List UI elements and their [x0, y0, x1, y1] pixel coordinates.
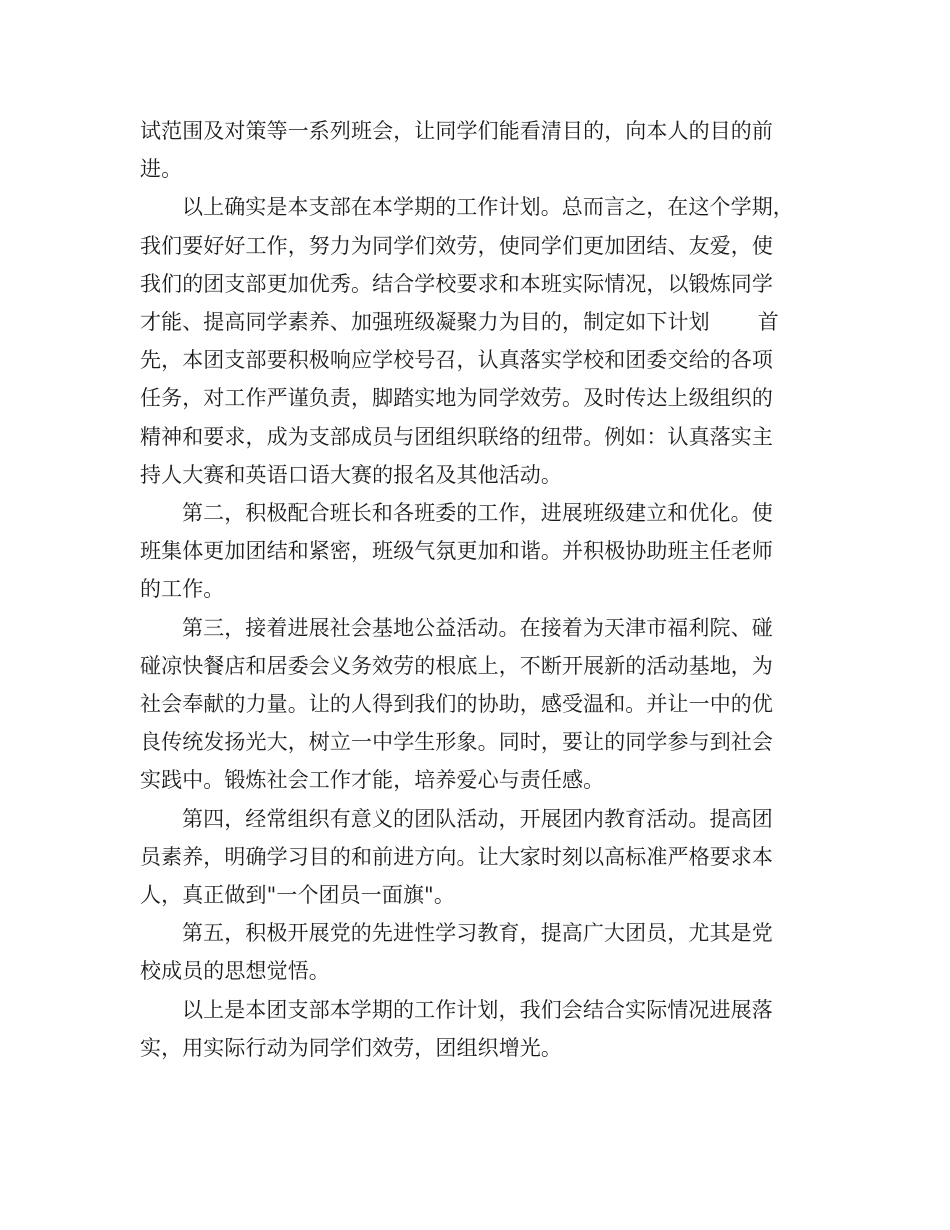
text-line: 的工作。 — [140, 577, 225, 602]
text-line: 任务，对工作严谨负责，脚踏实地为同学效劳。及时传达上级组织的 — [140, 386, 773, 411]
text-line: 第四，经常组织有意义的团队活动，开展团内教育活动。提高团 — [182, 806, 773, 831]
paragraph-6 — [140, 914, 830, 990]
text-line: 精神和要求，成为支部成员与团组织联络的纽带。例如：认真落实主 — [140, 424, 773, 449]
paragraph-3 — [140, 494, 830, 609]
text-line: 第三，接着进展社会基地公益活动。在接着为天津市福利院、碰 — [182, 615, 773, 640]
paragraph-7 — [140, 991, 830, 1067]
text-line: 社会奉献的力量。让的人得到我们的协助，感受温和。并让一中的优 — [140, 692, 773, 717]
text-line: 试范围及对策等一系列班会，让同学们能看清目的，向本人的目的前 — [140, 119, 773, 143]
text-line: 班集体更加团结和紧密，班级气氛更加和谐。并积极协助班主任老师 — [140, 539, 773, 564]
text-line-tail: 首 — [757, 310, 779, 335]
text-line: 持人大赛和英语口语大赛的报名及其他活动。 — [140, 462, 562, 487]
text-line: 实践中。锻炼社会工作才能，培养爱心与责任感。 — [140, 768, 605, 793]
paragraph-2 — [140, 188, 830, 494]
text-line: 校成员的思想觉悟。 — [140, 959, 330, 984]
document-body — [140, 112, 830, 1067]
text-line: 才能、提高同学素养、加强班级凝聚力为目的，制定如下计划 — [140, 310, 710, 335]
text-line: 进。 — [140, 157, 183, 182]
text-line: 员素养，明确学习目的和前进方向。让大家时刻以高标准严格要求本 — [140, 844, 773, 869]
paragraph-1 — [140, 112, 830, 188]
text-line: 以上确实是本支部在本学期的工作计划。总而言之，在这个学期， — [182, 195, 794, 220]
text-line: 我们的团支部更加优秀。结合学校要求和本班实际情况，以锻炼同学 — [140, 271, 773, 296]
paragraph-4 — [140, 609, 830, 800]
text-line: 我们要好好工作，努力为同学们效劳，使同学们更加团结、友爱，使 — [140, 233, 773, 258]
text-line: 人，真正做到"一个团员一面旗"。 — [140, 883, 455, 908]
paragraph-5 — [140, 800, 830, 915]
text-line: 第二，积极配合班长和各班委的工作，进展班级建立和优化。使 — [182, 501, 773, 526]
text-line: 以上是本团支部本学期的工作计划，我们会结合实际情况进展落 — [182, 997, 773, 1022]
text-line: 第五，积极开展党的先进性学习教育，提高广大团员，尤其是党 — [182, 921, 773, 946]
text-line-with-tail — [140, 303, 830, 341]
text-line: 碰凉快餐店和居委会义务效劳的根底上，不断开展新的活动基地，为 — [140, 653, 773, 678]
text-line: 先，本团支部要积极响应学校号召，认真落实学校和团委交给的各项 — [140, 348, 773, 373]
text-line: 良传统发扬光大，树立一中学生形象。同时，要让的同学参与到社会 — [140, 730, 773, 755]
text-line: 实，用实际行动为同学们效劳，团组织增光。 — [140, 1035, 562, 1060]
